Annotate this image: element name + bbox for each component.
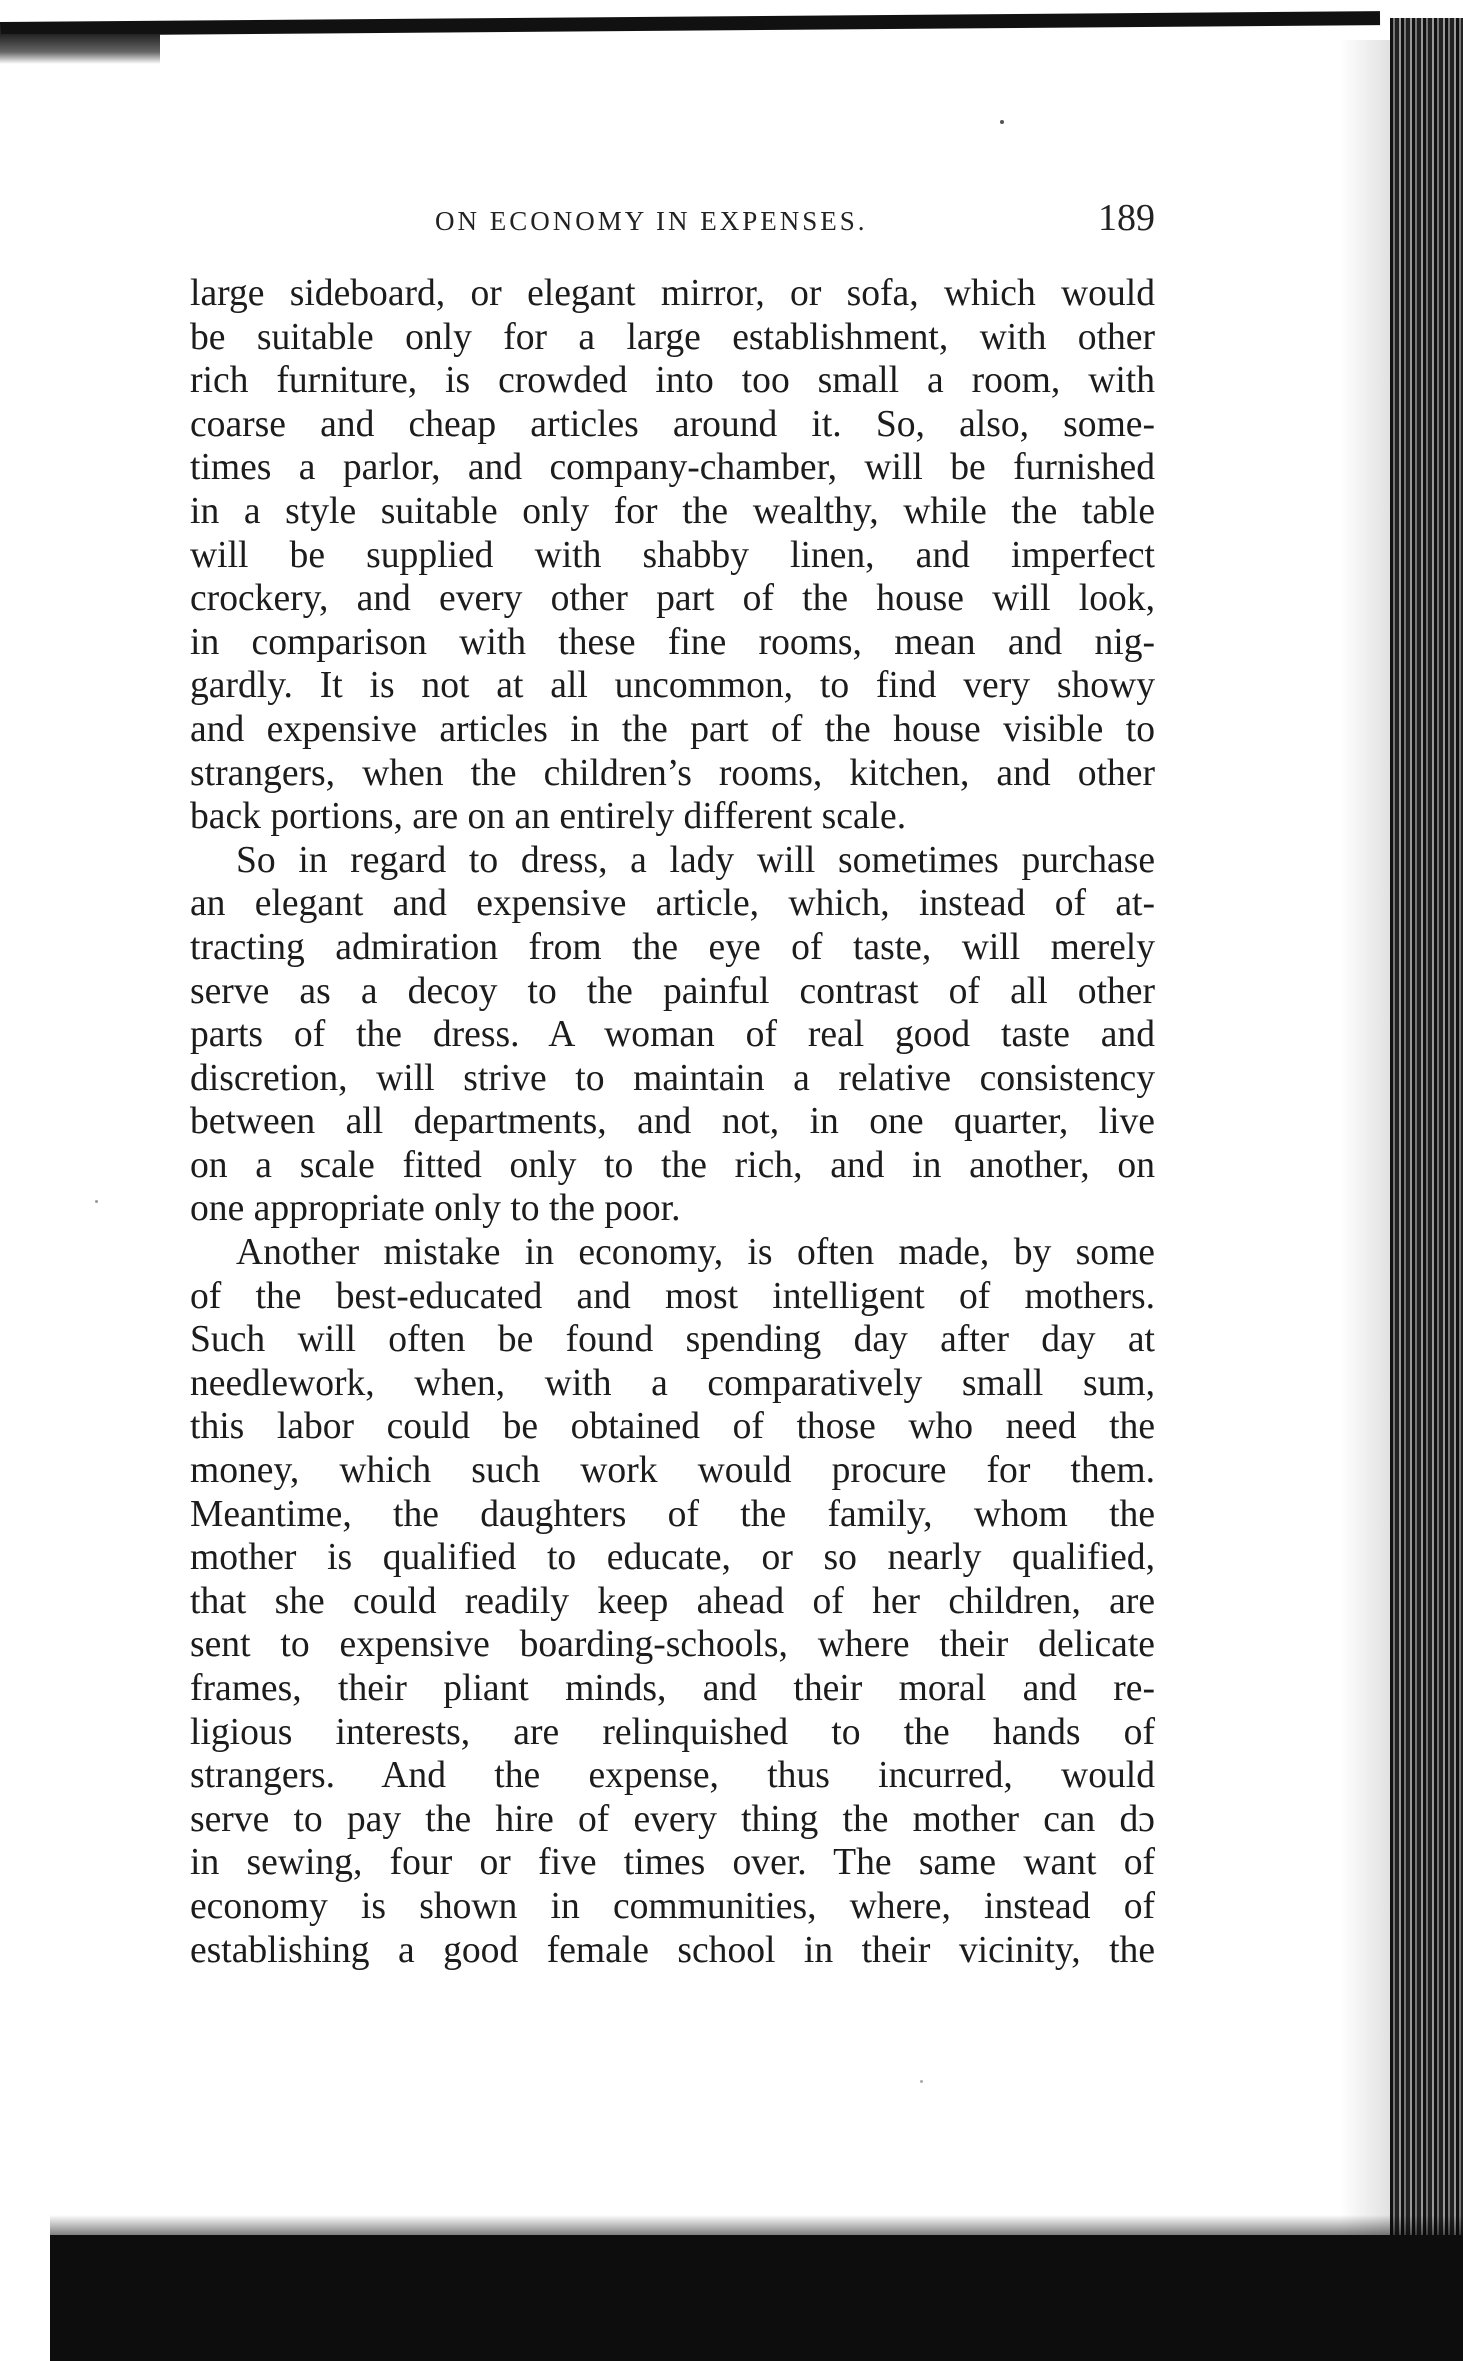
text-line: large sideboard, or elegant mirror, or sofa, which would [190,273,1155,314]
scan-speck [920,2080,923,2083]
text-line: strangers, when the children’s rooms, kitchen, and other [190,752,1155,794]
text-line: in comparison with these fine rooms, mean and nig- [190,621,1155,663]
text-line: times a parlor, and company-chamber, will be furnished [190,447,1155,489]
scan-speck [95,1200,98,1203]
text-line: economy is shown in communities, where, instead of [190,1885,1155,1927]
text-line: serve to pay the hire of every thing the mother can dɔ [190,1798,1155,1840]
text-line: will be supplied with shabby linen, and imperfect [190,534,1155,576]
text-line: of the best-educated and most intelligent of mothers. [190,1275,1155,1317]
text-line: and expensive articles in the part of the house visible to [190,708,1155,750]
text-line: discretion, will strive to maintain a relative consistency [190,1057,1155,1099]
scan-top-left-shadow [0,34,160,64]
scan-bottom-shadow [50,2215,1463,2237]
text-line: gardly. It is not at all uncommon, to find very showy [190,665,1155,707]
text-line: crockery, and every other part of the house will look, [190,578,1155,620]
page-number: 189 [1098,197,1155,239]
text-line: frames, their pliant minds, and their moral and re- [190,1668,1155,1709]
text-line: strangers. And the expense, thus incurred, would [190,1755,1155,1797]
text-line: rich furniture, is crowded into too small a room, with [190,360,1155,402]
body-text [190,272,1155,1972]
text-line: serve as a decoy to the painful contrast of all other [190,970,1155,1012]
running-head: ON ECONOMY IN EXPENSES. [435,206,868,236]
paragraph-first-line: So in regard to dress, a lady will sometimes purchase [236,839,1155,881]
text-line: sent to expensive boarding-schools, where their delicate [190,1624,1155,1666]
text-line: mother is qualified to educate, or so nearly qualified, [190,1537,1155,1579]
page-header [190,196,1155,256]
paragraph-end-line: back portions, are on an entirely different scale. [190,796,907,838]
text-line: money, which such work would procure for them. [190,1450,1155,1492]
scan-right-page-edges [1390,18,1463,2361]
text-line: in a style suitable only for the wealthy, while the table [190,490,1155,532]
text-line: this labor could be obtained of those who need the [190,1406,1155,1448]
text-line: establishing a good female school in their vicinity, the [190,1929,1155,1971]
scan-right-shadow [1340,40,1395,2290]
text-line: on a scale fitted only to the rich, and in another, on [190,1144,1155,1186]
page-top-margin [0,0,1463,70]
text-line: parts of the dress. A woman of real good taste and [190,1014,1155,1056]
text-line: Meantime, the daughters of the family, whom the [190,1493,1155,1535]
text-line: that she could readily keep ahead of her children, are [190,1580,1155,1622]
paragraph-end-line: one appropriate only to the poor. [190,1188,681,1230]
text-line: Such will often be found spending day after day at [190,1319,1155,1361]
text-line: coarse and cheap articles around it. So, also, some- [190,403,1155,445]
scan-speck [1000,120,1004,124]
text-line: an elegant and expensive article, which, instead of at- [190,883,1155,925]
text-line: be suitable only for a large establishment, with other [190,316,1155,358]
paragraph-first-line: Another mistake in economy, is often made, by some [236,1232,1155,1274]
text-line: ligious interests, are relinquished to the hands of [190,1711,1155,1753]
scan-bottom-edge [50,2235,1463,2361]
scan-bottom-left-margin [0,2235,50,2361]
text-line: in sewing, four or five times over. The same want of [190,1842,1155,1884]
text-line: needlework, when, with a comparatively small sum, [190,1362,1155,1404]
text-line: tracting admiration from the eye of taste, will merely [190,926,1155,968]
text-line: between all departments, and not, in one quarter, live [190,1101,1155,1143]
